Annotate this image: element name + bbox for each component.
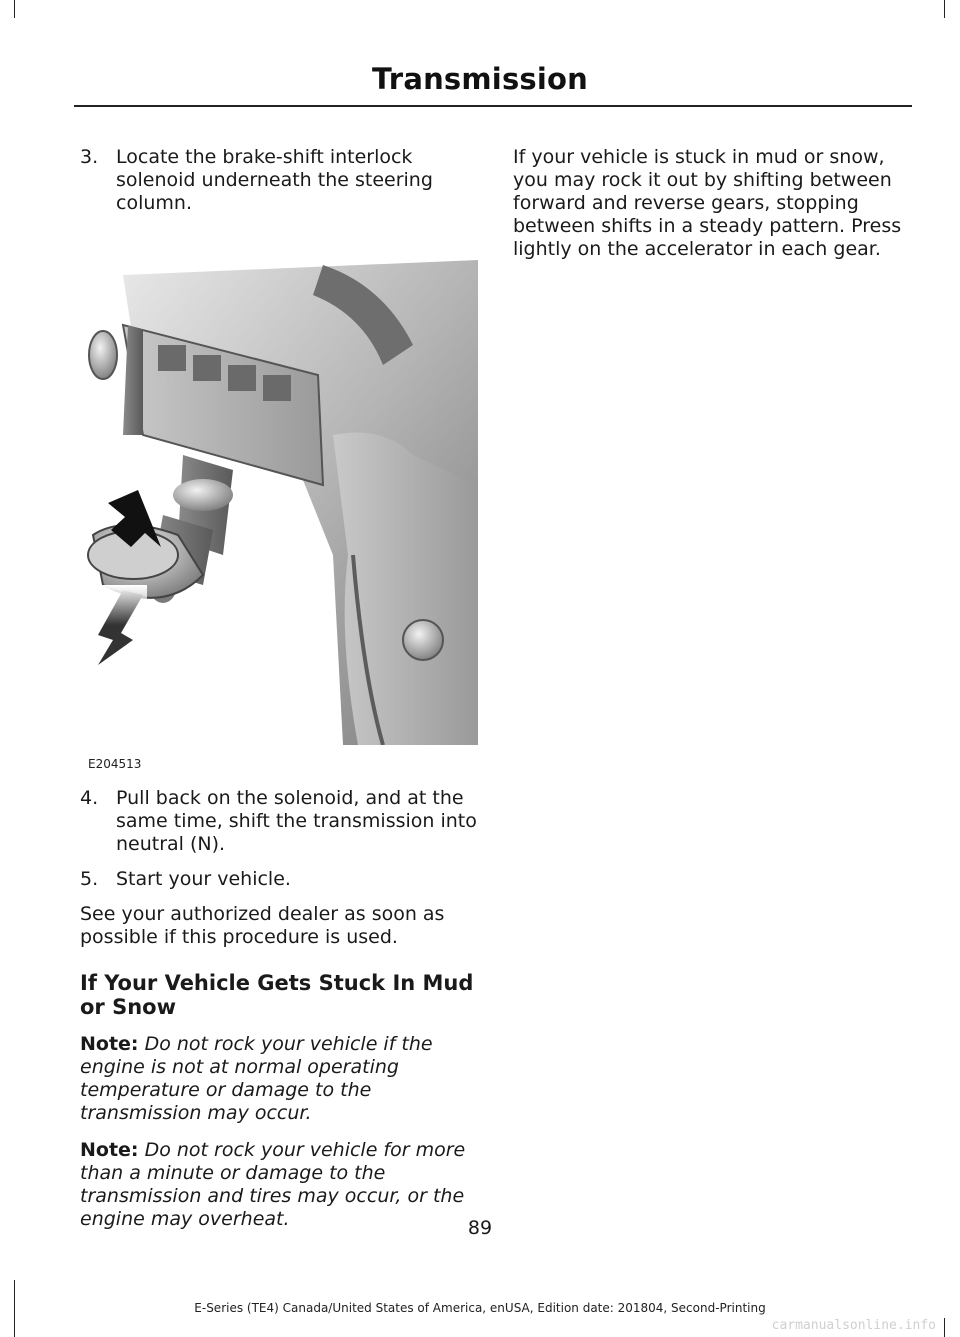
right-column — [513, 146, 913, 273]
step-4 — [80, 787, 480, 856]
step-3 — [80, 146, 480, 215]
page-number: 89 — [467, 1217, 493, 1239]
step-text: Start your vehicle. — [116, 868, 291, 890]
note-text: Do not rock your vehicle if the engine is not at normal operating temperature or damage to the transmission may occur. — [80, 1033, 433, 1124]
page-title: Transmission — [372, 62, 588, 96]
dealer-paragraph: See your authorized dealer as soon as possible if this procedure is used. — [80, 903, 445, 948]
figure-code: E204513 — [88, 757, 142, 771]
step-number: 4. — [80, 787, 99, 809]
mud-snow-paragraph: If your vehicle is stuck in mud or snow, you may rock it out by shifting between forward and reverse gears, stopping between shifts in a steady pattern. Press lightly on the accelerator in each gear. — [513, 146, 902, 260]
step-text: Pull back on the solenoid, and at the same time, shift the transmission into neutral (N). — [116, 787, 477, 855]
header-divider — [74, 105, 912, 107]
note-1 — [80, 1033, 480, 1125]
crop-mark — [944, 0, 945, 18]
crop-mark — [944, 1318, 945, 1337]
note-label: Note: — [80, 1139, 139, 1161]
crop-mark — [14, 0, 15, 18]
step-number: 5. — [80, 868, 99, 890]
note-text: Do not rock your vehicle for more than a minute or damage to the transmission and tires may occur, or the engine may overheat. — [80, 1139, 466, 1230]
step-number: 3. — [80, 146, 99, 168]
brake-shift-interlock-illustration — [83, 255, 478, 745]
edition-footer: E-Series (TE4) Canada/United States of America, enUSA, Edition date: 201804, Second-Printing — [194, 1301, 766, 1315]
left-column-lower — [80, 787, 480, 1245]
section-heading: If Your Vehicle Gets Stuck In Mud or Snow — [80, 971, 474, 1019]
step-5 — [80, 868, 480, 891]
left-column — [80, 146, 480, 227]
watermark: carmanualsonline.info — [771, 1318, 936, 1333]
note-label: Note: — [80, 1033, 139, 1055]
step-text: Locate the brake-shift interlock solenoid underneath the steering column. — [116, 146, 433, 214]
